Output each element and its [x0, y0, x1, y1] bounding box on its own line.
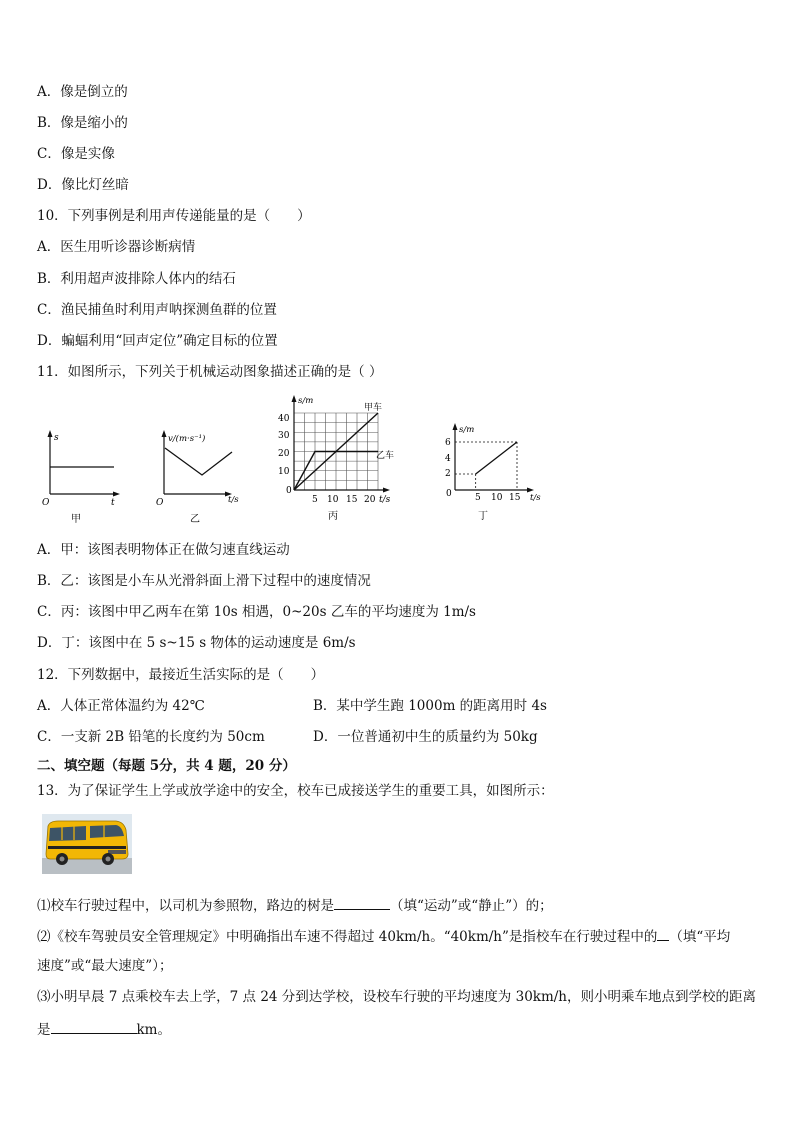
graph-ding-xlabel: t/s [530, 493, 541, 503]
q13-part2-text-a: ⑵《校车驾驶员安全管理规定》中明确指出车速不得超过 40km/h。“40km/h”是指校车在行驶过程中的 [37, 929, 658, 945]
graph-bing-label-jia: 甲车 [364, 403, 383, 413]
graph-bing-xtick: 15 [346, 495, 358, 505]
q10-option-b: B．利用超声波排除人体内的结石 [37, 271, 236, 287]
graph-bing-ytick: 30 [278, 431, 290, 441]
graph-bing-xlabel: t/s [379, 495, 391, 505]
graph-yi-ylabel: v/(m·s⁻¹) [168, 434, 206, 444]
q13-part2 [37, 926, 730, 946]
graph-ding-ytick: 4 [445, 454, 451, 464]
q13-part2-text-b: （填“平均 [669, 929, 731, 945]
q13-part3-text-b: 是 [37, 1022, 51, 1038]
graph-bing-xtick: 20 [364, 495, 376, 505]
q12-option-c: C．一支新 2B 铅笔的长度约为 50cm [37, 729, 265, 745]
graph-ding-ytick: 6 [445, 438, 451, 448]
graph-ding-ytick: 2 [445, 469, 451, 479]
q12-option-a: A．人体正常体温约为 42℃ [37, 698, 205, 714]
q13-part3: ⑶小明早晨 7 点乘校车去上学，7 点 24 分到达学校，设校车行驶的平均速度为 30km/h，则小明乘车地点到学校的距离 [37, 989, 757, 1005]
graph-bing-ylabel: s/m [298, 396, 314, 406]
graph-bing-xtick: 10 [327, 495, 339, 505]
graph-bing-label-yi: 乙车 [376, 451, 395, 461]
q11-option-d: D．丁：该图中在 5 s~15 s 物体的运动速度是 6m/s [37, 635, 356, 651]
graph-ding-series-line [476, 442, 517, 474]
graph-bing-caption: 丙 [328, 511, 338, 522]
q13-part1-text-a: ⑴校车行驶过程中，以司机为参照物，路边的树是 [37, 898, 334, 914]
graph-ding-xtick: 10 [491, 493, 503, 503]
q10-option-a: A．医生用听诊器诊断病情 [37, 239, 196, 255]
graph-yi-caption: 乙 [190, 514, 200, 525]
answer-blank-2[interactable] [657, 926, 669, 941]
graph-bing-ytick: 20 [278, 449, 290, 459]
graph-jia-xlabel: t [111, 498, 115, 508]
graph-jia [40, 428, 125, 526]
graph-jia-caption: 甲 [71, 514, 81, 525]
answer-blank-1[interactable] [334, 895, 390, 910]
q13-part1-text-b: （填“运动”或“静止”）的； [390, 898, 553, 914]
graph-bing-ytick: 40 [278, 414, 290, 424]
graph-jia-ylabel: s [54, 433, 59, 443]
answer-blank-3[interactable] [51, 1019, 137, 1034]
q9-option-a: A．像是倒立的 [37, 84, 128, 100]
q13-stem: 13．为了保证学生上学或放学途中的安全，校车已成接送学生的重要工具，如图所示： [37, 783, 554, 799]
school-bus-image [42, 814, 132, 874]
graph-ding [440, 420, 550, 524]
graph-ding-ylabel: s/m [459, 425, 475, 435]
graph-yi-origin: O [156, 498, 164, 508]
graph-yi [154, 428, 259, 526]
q13-part3-cont [37, 1019, 171, 1039]
section-title: 二、填空题（每题 5分，共 4 题，20 分） [37, 758, 296, 774]
graph-jia-origin: O [42, 498, 50, 508]
q10-option-d: D．蝙蝠利用“回声定位”确定目标的位置 [37, 333, 278, 349]
q11-option-c: C．丙：该图中甲乙两车在第 10s 相遇，0~20s 乙车的平均速度为 1m/s [37, 604, 476, 620]
q13-part2-cont: 速度”或“最大速度”）； [37, 958, 173, 974]
graph-yi-series-line [165, 448, 232, 475]
graph-bing [268, 392, 410, 524]
graph-yi-xlabel: t/s [228, 495, 239, 505]
q10-option-c: C．渔民捕鱼时利用声呐探测鱼群的位置 [37, 302, 277, 318]
graph-bing-origin: 0 [286, 486, 292, 496]
q11-stem: 11．如图所示，下列关于机械运动图象描述正确的是（ ） [37, 364, 383, 380]
graph-ding-xtick: 15 [509, 493, 521, 503]
q10-stem: 10．下列事例是利用声传递能量的是（ ） [37, 208, 311, 224]
q12-stem: 12．下列数据中，最接近生活实际的是（ ） [37, 667, 325, 683]
q9-option-b: B．像是缩小的 [37, 115, 128, 131]
q9-option-c: C．像是实像 [37, 146, 115, 162]
q13-part1 [37, 895, 553, 915]
q12-option-d: D．一位普通初中生的质量约为 50kg [313, 729, 538, 745]
graph-ding-xtick: 5 [475, 493, 481, 503]
graph-bing-ytick: 10 [278, 467, 290, 477]
q9-option-d: D．像比灯丝暗 [37, 177, 129, 193]
graph-bing-xtick: 5 [312, 495, 318, 505]
q12-option-b: B．某中学生跑 1000m 的距离用时 4s [313, 698, 547, 714]
graph-ding-caption: 丁 [478, 511, 488, 522]
q13-part3-text-c: km。 [136, 1022, 171, 1038]
graph-ding-origin: 0 [446, 489, 452, 499]
q11-option-a: A．甲：该图表明物体正在做匀速直线运动 [37, 542, 290, 558]
q11-option-b: B．乙：该图是小车从光滑斜面上滑下过程中的速度情况 [37, 573, 371, 589]
